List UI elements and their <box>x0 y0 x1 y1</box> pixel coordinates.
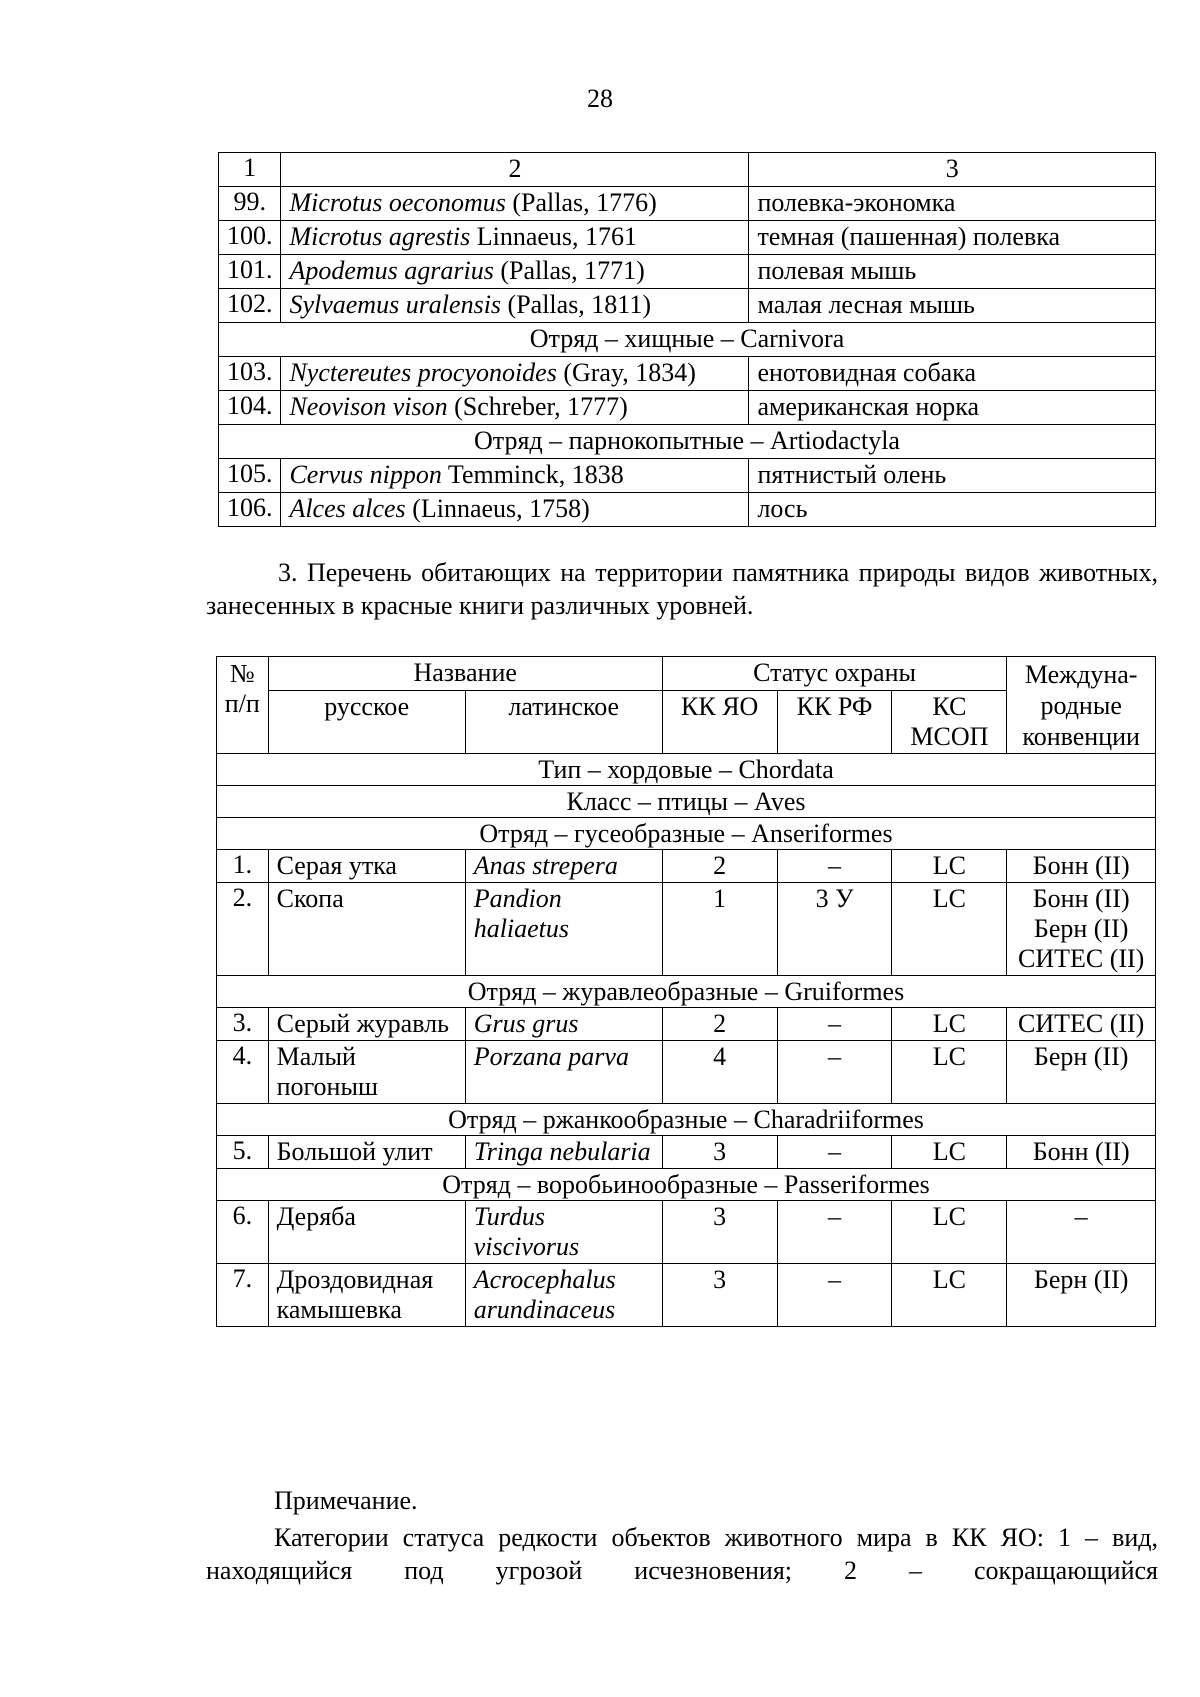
table-row <box>217 1264 1156 1327</box>
status-kk-rf: 3 У <box>777 883 892 976</box>
status-ks-msop: LC <box>892 1136 1007 1169</box>
row-number: 105. <box>219 459 281 493</box>
conventions: – <box>1007 1201 1156 1264</box>
conventions: СИТЕС (II) <box>1007 1008 1156 1041</box>
russian-name: енотовидная собака <box>749 357 1156 391</box>
red-book-species-table <box>216 656 1156 1327</box>
status-ks-msop: LC <box>892 883 1007 976</box>
row-number: 7. <box>217 1264 269 1327</box>
russian-name: полевка-экономка <box>749 187 1156 221</box>
latin-name: Acrocephalus arundinaceus <box>465 1264 662 1327</box>
russian-name: малая лесная мышь <box>749 289 1156 323</box>
group-row <box>217 1169 1156 1201</box>
row-number: 104. <box>219 391 281 425</box>
status-kk-yao: 3 <box>662 1201 777 1264</box>
status-kk-rf: – <box>777 850 892 883</box>
latin-name: Nyctereutes procyonoides <box>289 358 557 387</box>
row-number: 3. <box>217 1008 269 1041</box>
page-number: 28 <box>587 84 613 113</box>
header-status: Статус охраны <box>662 657 1007 691</box>
table-row <box>219 459 1156 493</box>
row-number: 4. <box>217 1041 269 1104</box>
header-kk-yao: КК ЯО <box>662 691 777 754</box>
group-label: Отряд – парнокопытные – Artiodactyla <box>219 425 1156 459</box>
russian-name: темная (пашенная) полевка <box>749 221 1156 255</box>
row-number: 106. <box>219 493 281 527</box>
table-row <box>217 850 1156 883</box>
latin-name-cell <box>281 459 749 493</box>
note-body: Категории статуса редкости объектов животного мира в КК ЯО: 1 – вид, находящийся под угрозой исчезновения; 2 – сокращающийся <box>206 1523 1158 1585</box>
latin-name: Alces alces <box>289 494 406 523</box>
russian-name: Скопа <box>268 883 465 976</box>
header-num: № п/п <box>217 657 269 754</box>
group-label: Класс – птицы – Aves <box>217 786 1156 818</box>
latin-name-cell <box>281 255 749 289</box>
row-number: 101. <box>219 255 281 289</box>
table-row <box>217 883 1156 976</box>
latin-name: Anas strepera <box>465 850 662 883</box>
group-label: Тип – хордовые – Chordata <box>217 754 1156 786</box>
group-label: Отряд – журавлеобразные – Gruiformes <box>217 976 1156 1008</box>
table-row <box>219 493 1156 527</box>
status-kk-yao: 1 <box>662 883 777 976</box>
group-row <box>217 976 1156 1008</box>
russian-name: американская норка <box>749 391 1156 425</box>
group-label: Отряд – воробьинообразные – Passeriformes <box>217 1169 1156 1201</box>
group-row <box>217 754 1156 786</box>
latin-name: Sylvaemus uralensis <box>289 290 502 319</box>
row-number: 5. <box>217 1136 269 1169</box>
group-row <box>217 786 1156 818</box>
species-table-continued <box>218 152 1156 527</box>
group-label: Отряд – хищные – Carnivora <box>219 323 1156 357</box>
section-3-paragraph: 3. Перечень обитающих на территории памятника природы видов животных, занесенных в красные книги различных уровней. <box>206 558 1158 620</box>
latin-author: (Pallas, 1776) <box>505 188 657 217</box>
latin-name-cell <box>281 357 749 391</box>
row-number: 6. <box>217 1201 269 1264</box>
latin-author: (Schreber, 1777) <box>447 392 628 421</box>
table-header-row-1 <box>217 657 1156 691</box>
latin-author: Temminck, 1838 <box>441 460 624 489</box>
status-ks-msop: LC <box>892 1041 1007 1104</box>
latin-author: Linnaeus, 1761 <box>470 222 638 251</box>
latin-name-cell <box>281 221 749 255</box>
conventions: Бонн (II) Берн (II) СИТЕС (II) <box>1007 883 1156 976</box>
latin-name-cell <box>281 289 749 323</box>
table-row <box>217 1041 1156 1104</box>
status-kk-rf: – <box>777 1201 892 1264</box>
note-title: Примечание. <box>274 1486 418 1515</box>
header-cell: 2 <box>281 153 749 187</box>
status-ks-msop: LC <box>892 1008 1007 1041</box>
latin-name: Porzana parva <box>465 1041 662 1104</box>
table-row <box>217 1008 1156 1041</box>
table-row <box>219 391 1156 425</box>
status-kk-yao: 4 <box>662 1041 777 1104</box>
latin-name: Pandion haliaetus <box>465 883 662 976</box>
header-conventions: Междуна-родные конвенции <box>1007 657 1156 754</box>
table-row <box>219 221 1156 255</box>
row-number: 2. <box>217 883 269 976</box>
row-number: 103. <box>219 357 281 391</box>
status-ks-msop: LC <box>892 850 1007 883</box>
header-latin: латинское <box>465 691 662 754</box>
table-row <box>217 1136 1156 1169</box>
latin-name: Microtus agrestis <box>289 222 471 251</box>
latin-name: Neovison vison <box>289 392 448 421</box>
latin-name: Grus grus <box>465 1008 662 1041</box>
table-row <box>219 289 1156 323</box>
status-kk-yao: 2 <box>662 850 777 883</box>
russian-name: Деряба <box>268 1201 465 1264</box>
conventions: Берн (II) <box>1007 1041 1156 1104</box>
group-row <box>217 818 1156 850</box>
russian-name: лось <box>749 493 1156 527</box>
latin-author: (Pallas, 1811) <box>501 290 652 319</box>
row-number: 1. <box>217 850 269 883</box>
table-row <box>217 1201 1156 1264</box>
conventions: Берн (II) <box>1007 1264 1156 1327</box>
header-name: Название <box>268 657 662 691</box>
conventions: Бонн (II) <box>1007 1136 1156 1169</box>
latin-name: Apodemus agrarius <box>289 256 494 285</box>
header-ru: русское <box>268 691 465 754</box>
group-label: Отряд – гусеобразные – Anseriformes <box>217 818 1156 850</box>
russian-name: Малый погоныш <box>268 1041 465 1104</box>
table-row <box>219 255 1156 289</box>
header-cell: 1 <box>219 153 281 187</box>
latin-name: Turdus viscivorus <box>465 1201 662 1264</box>
status-kk-yao: 3 <box>662 1264 777 1327</box>
status-kk-yao: 2 <box>662 1008 777 1041</box>
status-kk-rf: – <box>777 1041 892 1104</box>
russian-name: полевая мышь <box>749 255 1156 289</box>
russian-name: Серый журавль <box>268 1008 465 1041</box>
group-row <box>219 425 1156 459</box>
header-kk-rf: КК РФ <box>777 691 892 754</box>
row-number: 102. <box>219 289 281 323</box>
latin-author: (Linnaeus, 1758) <box>405 494 590 523</box>
group-row <box>217 1104 1156 1136</box>
status-ks-msop: LC <box>892 1264 1007 1327</box>
latin-name-cell <box>281 391 749 425</box>
russian-name: Серая утка <box>268 850 465 883</box>
latin-author: (Pallas, 1771) <box>493 256 645 285</box>
status-kk-rf: – <box>777 1008 892 1041</box>
latin-name-cell <box>281 493 749 527</box>
conventions: Бонн (II) <box>1007 850 1156 883</box>
table-row <box>219 357 1156 391</box>
row-number: 100. <box>219 221 281 255</box>
latin-name-cell <box>281 187 749 221</box>
latin-name: Tringa nebularia <box>465 1136 662 1169</box>
latin-name: Microtus oeconomus <box>289 188 506 217</box>
table-row <box>219 187 1156 221</box>
status-kk-yao: 3 <box>662 1136 777 1169</box>
status-kk-rf: – <box>777 1136 892 1169</box>
russian-name: Дроздовидная камышевка <box>268 1264 465 1327</box>
russian-name: Большой улит <box>268 1136 465 1169</box>
latin-name: Cervus nippon <box>289 460 442 489</box>
latin-author: (Gray, 1834) <box>556 358 696 387</box>
group-row <box>219 323 1156 357</box>
header-ks-msop: КС МСОП <box>892 691 1007 754</box>
table-header-row <box>219 153 1156 187</box>
header-cell: 3 <box>749 153 1156 187</box>
group-label: Отряд – ржанкообразные – Charadriiformes <box>217 1104 1156 1136</box>
russian-name: пятнистый олень <box>749 459 1156 493</box>
row-number: 99. <box>219 187 281 221</box>
status-ks-msop: LC <box>892 1201 1007 1264</box>
status-kk-rf: – <box>777 1264 892 1327</box>
